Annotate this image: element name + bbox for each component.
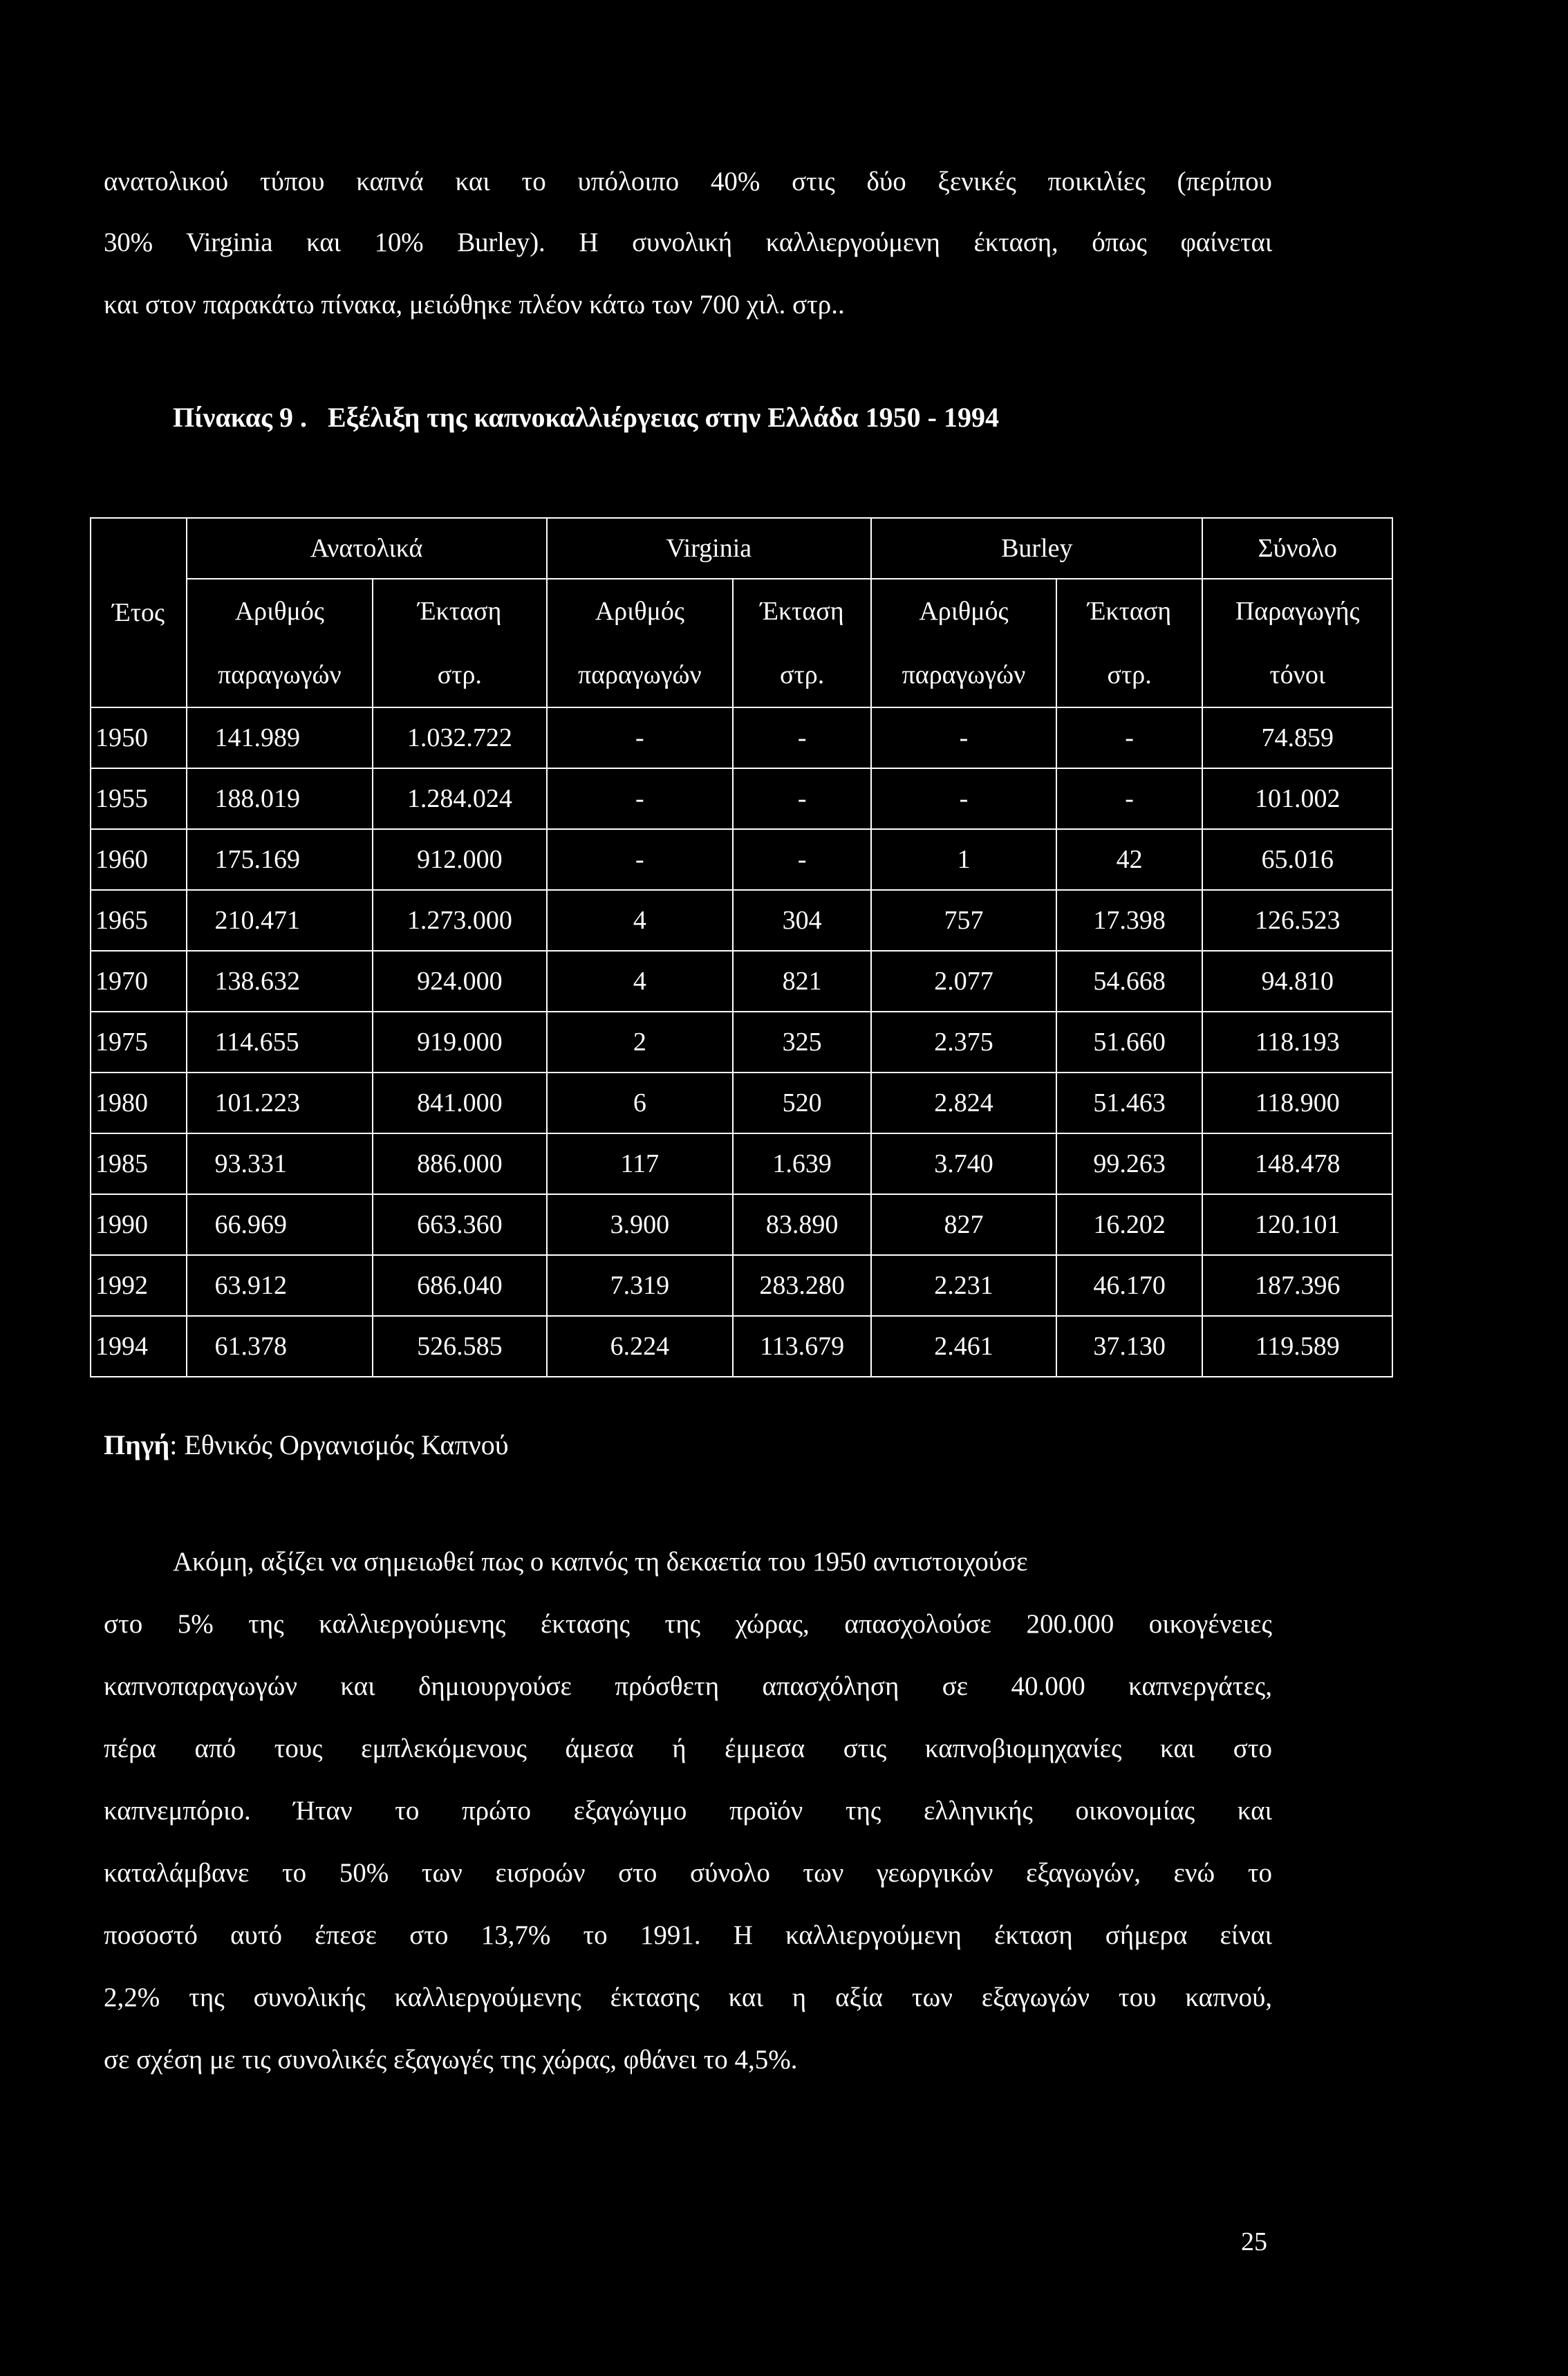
cell-burley-area: 42: [1056, 829, 1203, 890]
body-line-8: 2,2% της συνολικής καλλιεργούμενης έκτασης και η αξία των εξαγωγών του καπνού,: [104, 1983, 1272, 2012]
source-label: Πηγή: [104, 1429, 170, 1460]
cell-virginia-count: 7.319: [547, 1255, 734, 1316]
cell-total-production: 187.396: [1202, 1255, 1392, 1316]
cell-virginia-count: 6.224: [547, 1316, 734, 1377]
cell-burley-area: 54.668: [1056, 951, 1203, 1012]
cell-burley-area: -: [1056, 707, 1203, 768]
table-row: [91, 1194, 1392, 1255]
cell-burley-count: 3.740: [871, 1133, 1056, 1194]
header-total: Σύνολο: [1202, 518, 1392, 579]
source-line: [104, 1429, 509, 1461]
cell-year: 1960: [91, 829, 187, 890]
cell-burley-count: 2.375: [871, 1012, 1056, 1073]
cell-burley-count: 2.077: [871, 951, 1056, 1012]
cell-total-production: 118.900: [1202, 1073, 1392, 1133]
cell-total-production: 101.002: [1202, 768, 1392, 829]
cell-anatolika-count: 114.655: [187, 1012, 373, 1073]
cell-virginia-count: 6: [547, 1073, 734, 1133]
table-row: [91, 1316, 1392, 1377]
header-anatolika: Ανατολικά: [187, 518, 547, 579]
cell-burley-count: -: [871, 707, 1056, 768]
table-group-header-row: [91, 518, 1392, 579]
cell-burley-area: 16.202: [1056, 1194, 1203, 1255]
table-row: [91, 1012, 1392, 1073]
cell-virginia-count: -: [547, 829, 734, 890]
cell-year: 1970: [91, 951, 187, 1012]
cell-burley-count: 2.461: [871, 1316, 1056, 1377]
body-line-7: ποσοστό αυτό έπεσε στο 13,7% το 1991. Η καλλιεργούμενη έκταση σήμερα είναι: [104, 1920, 1272, 1950]
cell-anatolika-area: 912.000: [373, 829, 546, 890]
subheader-a-count: Αριθμός παραγωγών: [187, 579, 373, 707]
cell-year: 1994: [91, 1316, 187, 1377]
cell-virginia-area: 283.280: [733, 1255, 871, 1316]
cell-virginia-area: 83.890: [733, 1194, 871, 1255]
table-row: [91, 768, 1392, 829]
cell-year: 1990: [91, 1194, 187, 1255]
cell-burley-count: 2.824: [871, 1073, 1056, 1133]
cell-total-production: 120.101: [1202, 1194, 1392, 1255]
subheader-total: Παραγωγής τόνοι: [1202, 579, 1392, 707]
subheader-b-area: Έκταση στρ.: [1056, 579, 1203, 707]
cell-anatolika-area: 924.000: [373, 951, 546, 1012]
page-number: 25: [1241, 2227, 1267, 2256]
cell-anatolika-count: 175.169: [187, 829, 373, 890]
cell-year: 1985: [91, 1133, 187, 1194]
subheader-a-area: Έκταση στρ.: [373, 579, 546, 707]
cell-burley-area: 51.660: [1056, 1012, 1203, 1073]
cell-anatolika-area: 841.000: [373, 1073, 546, 1133]
cell-virginia-count: -: [547, 707, 734, 768]
cell-anatolika-area: 1.273.000: [373, 890, 546, 951]
table-row: [91, 1255, 1392, 1316]
cell-virginia-area: 325: [733, 1012, 871, 1073]
cell-virginia-area: 113.679: [733, 1316, 871, 1377]
cell-burley-area: 46.170: [1056, 1255, 1203, 1316]
subheader-v-area: Έκταση στρ.: [733, 579, 871, 707]
cell-year: 1965: [91, 890, 187, 951]
cell-virginia-count: 2: [547, 1012, 734, 1073]
table-row: [91, 1073, 1392, 1133]
table-row: [91, 890, 1392, 951]
cell-year: 1950: [91, 707, 187, 768]
cell-virginia-count: -: [547, 768, 734, 829]
cell-anatolika-count: 188.019: [187, 768, 373, 829]
table-caption: [173, 401, 999, 434]
cell-virginia-area: 304: [733, 890, 871, 951]
cell-anatolika-area: 1.284.024: [373, 768, 546, 829]
header-virginia: Virginia: [547, 518, 872, 579]
table-row: [91, 829, 1392, 890]
cell-burley-area: 37.130: [1056, 1316, 1203, 1377]
table-sub-header-row: [91, 579, 1392, 707]
cell-virginia-area: 821: [733, 951, 871, 1012]
body-line-3: καπνοπαραγωγών και δημιουργούσε πρόσθετη απασχόληση σε 40.000 καπνεργάτες,: [104, 1671, 1272, 1701]
cell-virginia-count: 117: [547, 1133, 734, 1194]
cell-burley-count: 1: [871, 829, 1056, 890]
cell-anatolika-area: 919.000: [373, 1012, 546, 1073]
cell-anatolika-area: 526.585: [373, 1316, 546, 1377]
source-text: : Εθνικός Οργανισμός Καπνού: [169, 1429, 509, 1460]
cell-burley-area: 99.263: [1056, 1133, 1203, 1194]
cell-anatolika-area: 686.040: [373, 1255, 546, 1316]
cell-anatolika-area: 663.360: [373, 1194, 546, 1255]
body-line-6: καταλάμβανε το 50% των εισροών στο σύνολο των γεωργικών εξαγωγών, ενώ το: [104, 1858, 1272, 1888]
body-line-9: σε σχέση με τις συνολικές εξαγωγές της χώρας, φθάνει το 4,5%.: [104, 2045, 798, 2075]
tobacco-table: [90, 517, 1393, 1377]
cell-burley-area: 17.398: [1056, 890, 1203, 951]
cell-anatolika-count: 93.331: [187, 1133, 373, 1194]
cell-total-production: 94.810: [1202, 951, 1392, 1012]
body-line-1: Ακόμη, αξίζει να σημειωθεί πως ο καπνός τη δεκαετία του 1950 αντιστοιχούσε: [173, 1547, 1028, 1577]
table-row: [91, 707, 1392, 768]
table-row: [91, 951, 1392, 1012]
subheader-b-count: Αριθμός παραγωγών: [871, 579, 1056, 707]
cell-total-production: 74.859: [1202, 707, 1392, 768]
cell-burley-count: 827: [871, 1194, 1056, 1255]
cell-year: 1992: [91, 1255, 187, 1316]
cell-anatolika-count: 66.969: [187, 1194, 373, 1255]
cell-anatolika-area: 886.000: [373, 1133, 546, 1194]
cell-anatolika-area: 1.032.722: [373, 707, 546, 768]
cell-burley-area: 51.463: [1056, 1073, 1203, 1133]
cell-burley-area: -: [1056, 768, 1203, 829]
body-line-5: καπνεμπόριο. Ήταν το πρώτο εξαγώγιμο προϊόν της ελληνικής οικονομίας και: [104, 1796, 1272, 1826]
cell-burley-count: 757: [871, 890, 1056, 951]
cell-anatolika-count: 61.378: [187, 1316, 373, 1377]
table-caption-title: Εξέλιξη της καπνοκαλλιέργειας στην Ελλάδα 1950 - 1994: [327, 402, 999, 433]
cell-virginia-area: 520: [733, 1073, 871, 1133]
intro-line-3: και στον παρακάτω πίνακα, μειώθηκε πλέον κάτω των 700 χιλ. στρ..: [104, 290, 845, 319]
cell-year: 1975: [91, 1012, 187, 1073]
cell-anatolika-count: 63.912: [187, 1255, 373, 1316]
cell-virginia-area: -: [733, 768, 871, 829]
cell-virginia-count: 4: [547, 890, 734, 951]
cell-burley-count: 2.231: [871, 1255, 1056, 1316]
table-caption-label: Πίνακας 9 .: [173, 402, 307, 433]
cell-virginia-area: -: [733, 829, 871, 890]
cell-total-production: 148.478: [1202, 1133, 1392, 1194]
cell-virginia-area: 1.639: [733, 1133, 871, 1194]
cell-virginia-area: -: [733, 707, 871, 768]
cell-virginia-count: 4: [547, 951, 734, 1012]
cell-total-production: 118.193: [1202, 1012, 1392, 1073]
cell-total-production: 126.523: [1202, 890, 1392, 951]
cell-anatolika-count: 138.632: [187, 951, 373, 1012]
cell-burley-count: -: [871, 768, 1056, 829]
cell-year: 1980: [91, 1073, 187, 1133]
intro-line-2: 30% Virginia και 10% Burley). Η συνολική καλλιεργούμενη έκταση, όπως φαίνεται: [104, 228, 1272, 257]
body-line-4: πέρα από τους εμπλεκόμενους άμεσα ή έμμεσα στις καπνοβιομηχανίες και στο: [104, 1734, 1272, 1763]
cell-virginia-count: 3.900: [547, 1194, 734, 1255]
intro-line-1: ανατολικού τύπου καπνά και το υπόλοιπο 40% στις δύο ξενικές ποικιλίες (περίπου: [104, 167, 1272, 196]
cell-anatolika-count: 101.223: [187, 1073, 373, 1133]
header-burley: Burley: [871, 518, 1202, 579]
cell-anatolika-count: 141.989: [187, 707, 373, 768]
cell-total-production: 65.016: [1202, 829, 1392, 890]
body-line-2: στο 5% της καλλιεργούμενης έκτασης της χώρας, απασχολούσε 200.000 οικογένειες: [104, 1609, 1272, 1639]
header-year: Έτος: [91, 518, 187, 707]
table-row: [91, 1133, 1392, 1194]
cell-anatolika-count: 210.471: [187, 890, 373, 951]
subheader-v-count: Αριθμός παραγωγών: [547, 579, 734, 707]
cell-year: 1955: [91, 768, 187, 829]
cell-total-production: 119.589: [1202, 1316, 1392, 1377]
